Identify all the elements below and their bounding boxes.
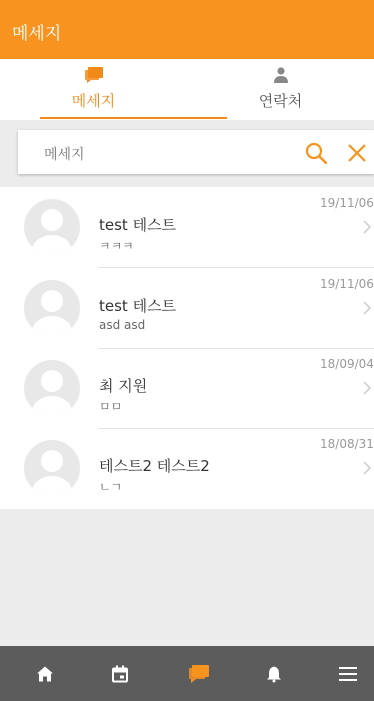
search-placeholder: 메세지	[44, 147, 85, 163]
avatar	[24, 360, 80, 416]
chevron-right-icon	[362, 381, 372, 395]
calendar-icon	[112, 665, 128, 682]
bottom-navigation	[0, 646, 374, 701]
nav-notifications[interactable]	[237, 646, 311, 701]
chevron-right-icon	[362, 461, 372, 475]
chevron-right-icon	[362, 220, 372, 234]
tab-contacts[interactable]	[187, 59, 374, 120]
tab-contacts-label: 연락처	[258, 92, 303, 110]
conversation-row[interactable]	[0, 187, 374, 268]
search-input[interactable]	[18, 130, 374, 174]
bell-icon	[267, 665, 281, 682]
tab-bar	[0, 59, 374, 120]
contact-name: 최 지원	[99, 377, 148, 395]
conversation-row[interactable]	[0, 268, 374, 349]
conversation-list	[0, 187, 374, 509]
close-icon[interactable]	[348, 144, 366, 162]
page-title: 메세지	[12, 24, 62, 44]
message-preview: ㄴㄱ	[99, 480, 123, 494]
contact-name: 테스트2 테스트2	[99, 457, 210, 475]
conversation-row[interactable]	[0, 348, 374, 429]
avatar	[24, 440, 80, 496]
message-preview: ㅋㅋㅋ	[99, 239, 134, 253]
message-preview: ㅁㅁ	[99, 400, 123, 414]
contact-name: test 테스트	[99, 297, 177, 315]
message-date: 19/11/06	[320, 196, 374, 210]
conversation-row[interactable]	[0, 428, 374, 509]
chat-bubble-icon	[189, 665, 209, 683]
search-icon[interactable]	[305, 142, 327, 164]
app-header	[0, 0, 374, 59]
chat-bubble-icon	[85, 67, 103, 83]
active-tab-indicator	[40, 117, 227, 119]
tab-messages[interactable]	[0, 59, 187, 120]
search-area	[0, 120, 374, 187]
person-icon	[272, 67, 290, 83]
nav-calendar[interactable]	[83, 646, 157, 701]
message-date: 19/11/06	[320, 277, 374, 291]
nav-home[interactable]	[8, 646, 82, 701]
message-date: 18/09/04	[320, 357, 374, 371]
tab-messages-label: 메세지	[71, 92, 116, 110]
contact-name: test 테스트	[99, 216, 177, 234]
message-preview: asd asd	[99, 318, 146, 332]
menu-icon	[339, 667, 357, 681]
nav-menu[interactable]	[311, 646, 374, 701]
avatar	[24, 280, 80, 336]
chevron-right-icon	[362, 301, 372, 315]
message-date: 18/08/31	[320, 437, 374, 451]
home-icon	[36, 665, 54, 682]
avatar	[24, 199, 80, 255]
nav-messages[interactable]	[162, 646, 236, 701]
